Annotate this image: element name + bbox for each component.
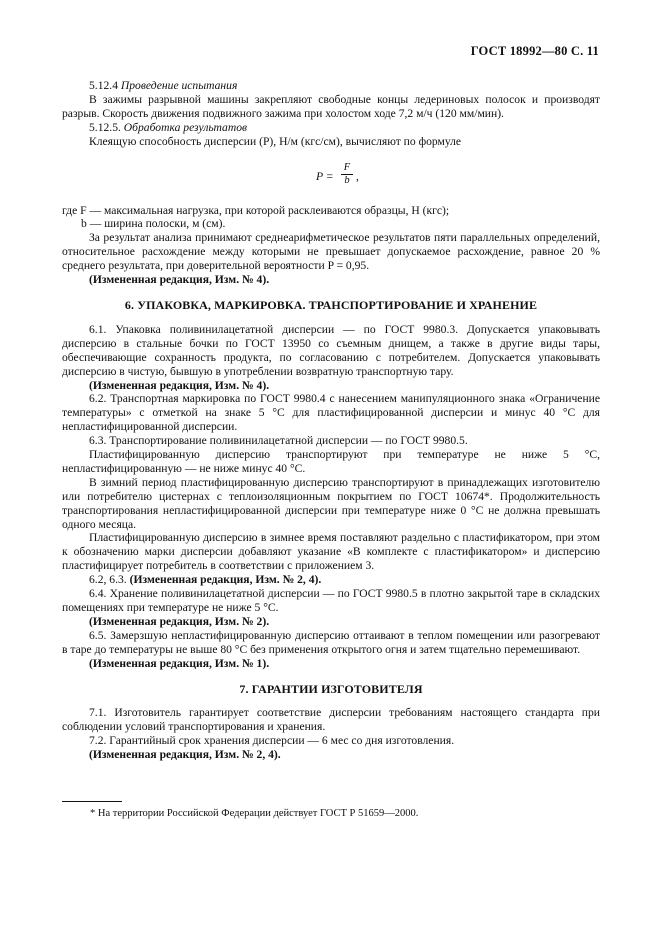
formula-fraction (341, 162, 353, 187)
clause-6-5: 6.5. Замерзшую непластифицированную дисперсию оттаивают в теплом помещении или разогревают в таре до температуры не выше 80 °С без применения открытого огня и затем тщательно перемешивают. (62, 628, 600, 656)
formula-numerator: F (341, 162, 353, 175)
edit-note: (Измененная редакция, Изм. № 4). (89, 273, 270, 287)
section-7-title: 7. ГАРАНТИИ ИЗГОТОВИТЕЛЯ (239, 681, 423, 696)
clause-7-1: 7.1. Изготовитель гарантирует соответствие дисперсии требованиям настоящего стандарта при соблюдении условий транспортирования и хранения. (62, 706, 600, 734)
edit-note: (Измененная редакция, Изм. № 4). (89, 378, 270, 392)
where-f: где F — максимальная нагрузка, при которой расклеиваются образцы, Н (кгс); (62, 203, 450, 217)
result-text: За результат анализа принимают среднеарифметическое результатов пяти параллельных определений, относительное расхождение между которыми не превышает допускаемое расхождение, равное 20 % среднего результата, при доверительной вероятности P = 0,95. (62, 231, 600, 273)
edit-note: (Измененная редакция, Изм. № 2, 4). (89, 748, 281, 762)
clause-title: Проведение испытания (120, 79, 238, 92)
edit-note: (Измененная редакция, Изм. № 2). (89, 614, 270, 628)
clause-6-3-c: В зимний период пластифицированную дисперсию транспортируют в принадлежащих изготовителю или потребителю цистернах с теплоизоляционным покрытием по ГОСТ 10674*. Продолжительность транспортирования непластифицированной дисперсии при температуре ниже 0 °С не должна превышать одного месяца. (62, 475, 600, 531)
clause-6-1: 6.1. Упаковка поливинилацетатной дисперсии — по ГОСТ 9980.3. Допускается упаковывать дисперсию в стальные бочки по ГОСТ 13950 со съемным днищем, а также в другие виды тары, обеспечивающие сохранность продукта, по согласованию с потребителем. Допускается упаковывать дисперсию в чистую, бывшую в употреблении возвратную транспортную тару. (62, 322, 600, 378)
formula-lhs: P = (316, 169, 334, 183)
edit-note: (Измененная редакция, Изм. № 2, 4). (129, 573, 322, 587)
footnote-divider (62, 801, 122, 802)
clause-6-4: 6.4. Хранение поливинилацетатной дисперсии — по ГОСТ 9980.5 в плотно закрытой таре в складских помещениях при температуре не ниже 5 °С. (62, 587, 600, 614)
page-header: ГОСТ 18992—80 С. 11 (470, 44, 599, 58)
clause-6-3-d: Пластифицированную дисперсию в зимнее время поставляют раздельно с пластификатором, при этом к обозначению марки дисперсии добавляют указание «В комплекте с пластификатором» и дисперсию пластифицирует потребитель в соответствии с приложением 3. (62, 531, 600, 573)
formula-comma: , (356, 169, 359, 183)
edit-note: (Измененная редакция, Изм. № 1). (89, 656, 270, 670)
clause-5-12-4-text: В зажимы разрывной машины закрепляют свободные концы ледериновых полосок и производят разрыв. Скорость движения подвижного зажима при холостом ходе 7,2 м/ч (120 мм/мин). (62, 92, 600, 120)
clause-5-12-5-heading (62, 121, 600, 135)
clause-6-3-b: Пластифицированную дисперсию транспортируют при температуре не ниже 5 °С, непластифицированную — не ниже минус 40 °С. (62, 448, 600, 475)
clause-number: 5.12.4 (89, 79, 118, 92)
clause-7-2: 7.2. Гарантийный срок хранения дисперсии — 6 мес со дня изготовления. (89, 734, 455, 748)
formula (316, 162, 600, 192)
edit-note-6-2-6-3 (62, 573, 600, 587)
footnote: * На территории Российской Федерации действует ГОСТ Р 51659—2000. (90, 808, 419, 819)
clause-6-2: 6.2. Транспортная маркировка по ГОСТ 9980.4 с нанесением манипуляционного знака «Ограничение температуры» с отметкой на знаке 5 °С для пластифицированной дисперсии и минус 40 °С для непластифицированной дисперсии. (62, 392, 600, 434)
clause-title: Обработка результатов (123, 120, 248, 134)
where-b: b — ширина полоски, м (см). (81, 217, 226, 231)
clause-6-3: 6.3. Транспортирование поливинилацетатной дисперсии — по ГОСТ 9980.5. (89, 434, 468, 448)
clause-refs: 6.2, 6.3. (89, 573, 127, 587)
clause-5-12-5-text: Клеящую способность дисперсии (P), Н/м (кгс/см), вычисляют по формуле (89, 134, 462, 148)
section-6-title: 6. УПАКОВКА, МАРКИРОВКА. ТРАНСПОРТИРОВАНИЕ И ХРАНЕНИЕ (124, 297, 538, 312)
document-body (62, 79, 600, 762)
clause-5-12-4-heading (62, 79, 600, 93)
clause-number: 5.12.5. (89, 120, 121, 134)
formula-denominator: b (344, 174, 350, 186)
